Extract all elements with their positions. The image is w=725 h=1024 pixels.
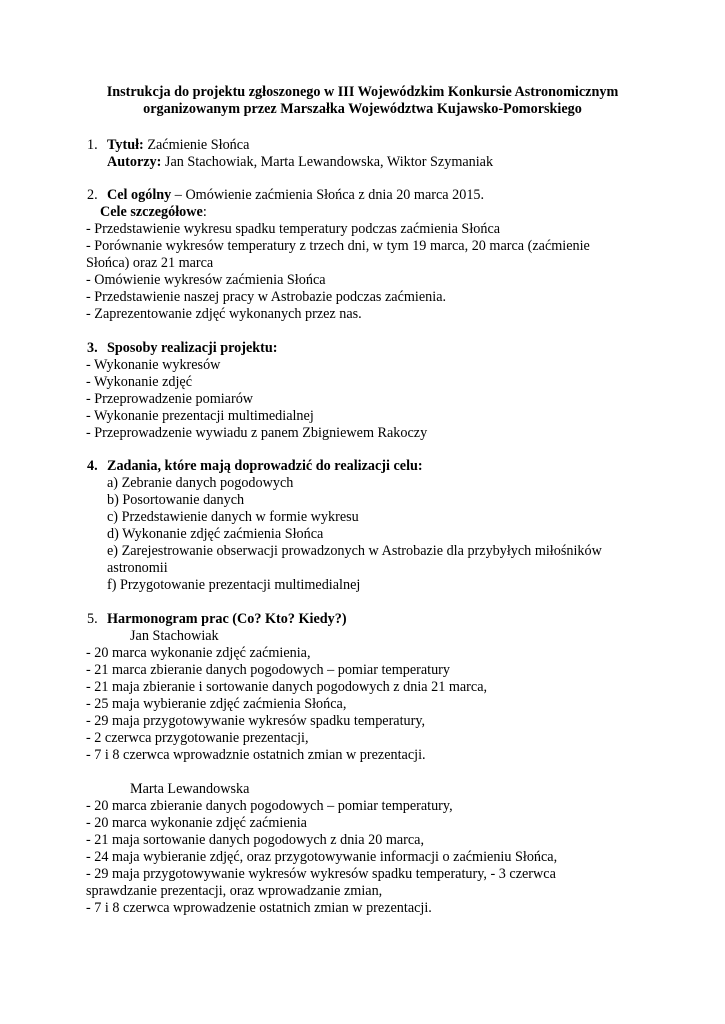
authors-label: Autorzy:: [107, 154, 162, 170]
section-1-number: 1.: [87, 137, 98, 153]
list-item: - 20 marca wykonanie zdjęć zaćmienia,: [86, 645, 311, 661]
section-1-authors-line: [107, 154, 493, 171]
document-title-line-2: organizowanym przez Marszałka Województwa Kujawsko-Pomorskiego: [143, 101, 582, 117]
list-item: - Przeprowadzenie wywiadu z panem Zbigniewem Rakoczy: [86, 425, 428, 441]
specific-label: Cele szczegółowe: [100, 204, 203, 220]
title-label: Tytuł:: [107, 137, 144, 153]
list-item: - 7 i 8 czerwca wprowadznie ostatnich zmian w prezentacji.: [86, 747, 426, 763]
list-item: - 7 i 8 czerwca wprowadzenie ostatnich zmian w prezentacji.: [86, 900, 432, 916]
list-item: f) Przygotowanie prezentacji multimedialnej: [107, 577, 361, 593]
section-4-number: 4.: [87, 458, 98, 474]
list-item: - Wykonanie zdjęć: [86, 374, 193, 390]
person-name-1: Jan Stachowiak: [130, 628, 219, 644]
specific-colon: :: [202, 204, 207, 220]
list-item: astronomii: [107, 560, 168, 576]
section-5-heading: Harmonogram prac (Co? Kto? Kiedy?): [107, 611, 347, 627]
list-item: - 21 maja sortowanie danych pogodowych z dnia 20 marca,: [86, 832, 425, 848]
list-item: - 29 maja przygotowywanie wykresów spadku temperatury,: [86, 713, 426, 729]
list-item: - 20 marca wykonanie zdjęć zaćmienia: [86, 815, 307, 831]
list-item: sprawdzanie prezentacji, oraz wprowadzanie zmian,: [86, 883, 383, 899]
document-title-line-1: Instrukcja do projektu zgłoszonego w III Wojewódzkim Konkursie Astronomicznym: [106, 84, 619, 100]
list-item: - 21 marca zbieranie danych pogodowych – pomiar temperatury: [86, 662, 451, 678]
list-item: - Przeprowadzenie pomiarów: [86, 391, 254, 407]
list-item: - Porównanie wykresów temperatury z trzech dni, w tym 19 marca, 20 marca (zaćmienie: [86, 238, 590, 254]
goal-value: – Omówienie zaćmienia Słońca z dnia 20 marca 2015.: [171, 187, 485, 203]
list-item: a) Zebranie danych pogodowych: [107, 475, 294, 491]
list-item: - 20 marca zbieranie danych pogodowych – pomiar temperatury,: [86, 798, 453, 814]
list-item: - Przedstawienie naszej pracy w Astrobazie podczas zaćmienia.: [86, 289, 447, 305]
person-name-2: Marta Lewandowska: [130, 781, 250, 797]
section-1-title-line: [107, 137, 249, 154]
list-item: - Przedstawienie wykresu spadku temperatury podczas zaćmienia Słońca: [86, 221, 501, 237]
section-5-number: 5.: [87, 611, 98, 627]
list-item: b) Posortowanie danych: [107, 492, 245, 508]
list-item: - 24 maja wybieranie zdjęć, oraz przygotowywanie informacji o zaćmieniu Słońca,: [86, 849, 558, 865]
section-3-number: 3.: [87, 340, 98, 356]
list-item: - Wykonanie prezentacji multimedialnej: [86, 408, 314, 424]
list-item: - Zaprezentowanie zdjęć wykonanych przez nas.: [86, 306, 362, 322]
authors-value: Jan Stachowiak, Marta Lewandowska, Wiktor Szymaniak: [161, 154, 494, 170]
list-item: - 29 maja przygotowywanie wykresów wykresów spadku temperatury, - 3 czerwca: [86, 866, 556, 882]
list-item: - Omówienie wykresów zaćmienia Słońca: [86, 272, 326, 288]
goal-label: Cel ogólny: [107, 187, 172, 203]
section-4-heading: Zadania, które mają doprowadzić do realizacji celu:: [107, 458, 423, 474]
list-item: c) Przedstawienie danych w formie wykresu: [107, 509, 359, 525]
section-2-specific-heading: [100, 204, 207, 221]
section-2-number: 2.: [87, 187, 98, 203]
list-item: - 21 maja zbieranie i sortowanie danych pogodowych z dnia 21 marca,: [86, 679, 488, 695]
list-item: d) Wykonanie zdjęć zaćmienia Słońca: [107, 526, 324, 542]
list-item: - 25 maja wybieranie zdjęć zaćmienia Słońca,: [86, 696, 347, 712]
title-value: Zaćmienie Słońca: [143, 137, 250, 153]
list-item: Słońca) oraz 21 marca: [86, 255, 214, 271]
list-item: e) Zarejestrowanie obserwacji prowadzonych w Astrobazie dla przybyłych miłośników: [107, 543, 602, 559]
section-3-heading: Sposoby realizacji projektu:: [107, 340, 278, 356]
list-item: - Wykonanie wykresów: [86, 357, 221, 373]
section-2-goal-line: [107, 187, 484, 204]
list-item: - 2 czerwca przygotowanie prezentacji,: [86, 730, 309, 746]
